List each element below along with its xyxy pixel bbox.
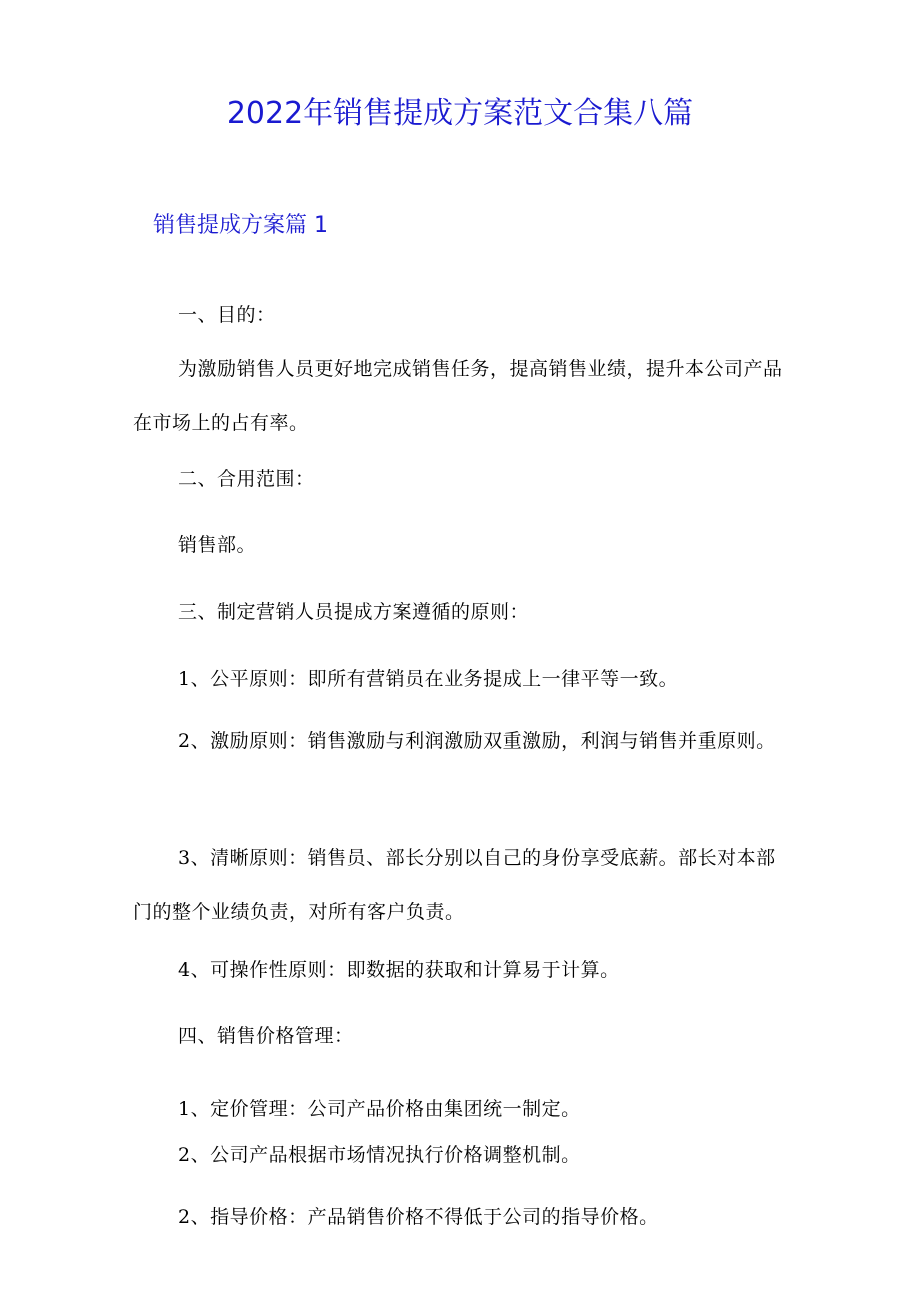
purpose-text: 为激励销售人员更好地完成销售任务，提高销售业绩，提升本公司产品在市场上的占有率。 bbox=[133, 358, 783, 434]
pricing-item-3: 2、指导价格：产品销售价格不得低于公司的指导价格。 bbox=[178, 1206, 659, 1228]
document-title: 2022年销售提成方案范文合集八篇 bbox=[226, 96, 694, 131]
principle-fairness: 1、公平原则：即所有营销员在业务提成上一律平等一致。 bbox=[178, 668, 679, 690]
heading-purpose: 一、目的： bbox=[178, 304, 276, 326]
section-heading: 销售提成方案篇 1 bbox=[153, 213, 328, 238]
principle-clarity: 3、清晰原则：销售员、部长分别以自己的身份享受底薪。部长对本部门的整个业绩负责，对所有客户负责。 bbox=[133, 847, 776, 923]
heading-principles: 三、制定营销人员提成方案遵循的原则： bbox=[178, 601, 530, 623]
pricing-item-1: 1、定价管理：公司产品价格由集团统一制定。 bbox=[178, 1098, 581, 1120]
heading-scope: 二、合用范围： bbox=[178, 468, 315, 490]
heading-pricing: 四、销售价格管理： bbox=[178, 1025, 354, 1047]
principle-operability: 4、可操作性原则：即数据的获取和计算易于计算。 bbox=[178, 959, 620, 981]
principle-incentive: 2、激励原则：销售激励与利润激励双重激励，利润与销售并重原则。 bbox=[178, 730, 776, 752]
pricing-item-2: 2、公司产品根据市场情况执行价格调整机制。 bbox=[178, 1144, 581, 1166]
scope-text: 销售部。 bbox=[178, 534, 257, 556]
